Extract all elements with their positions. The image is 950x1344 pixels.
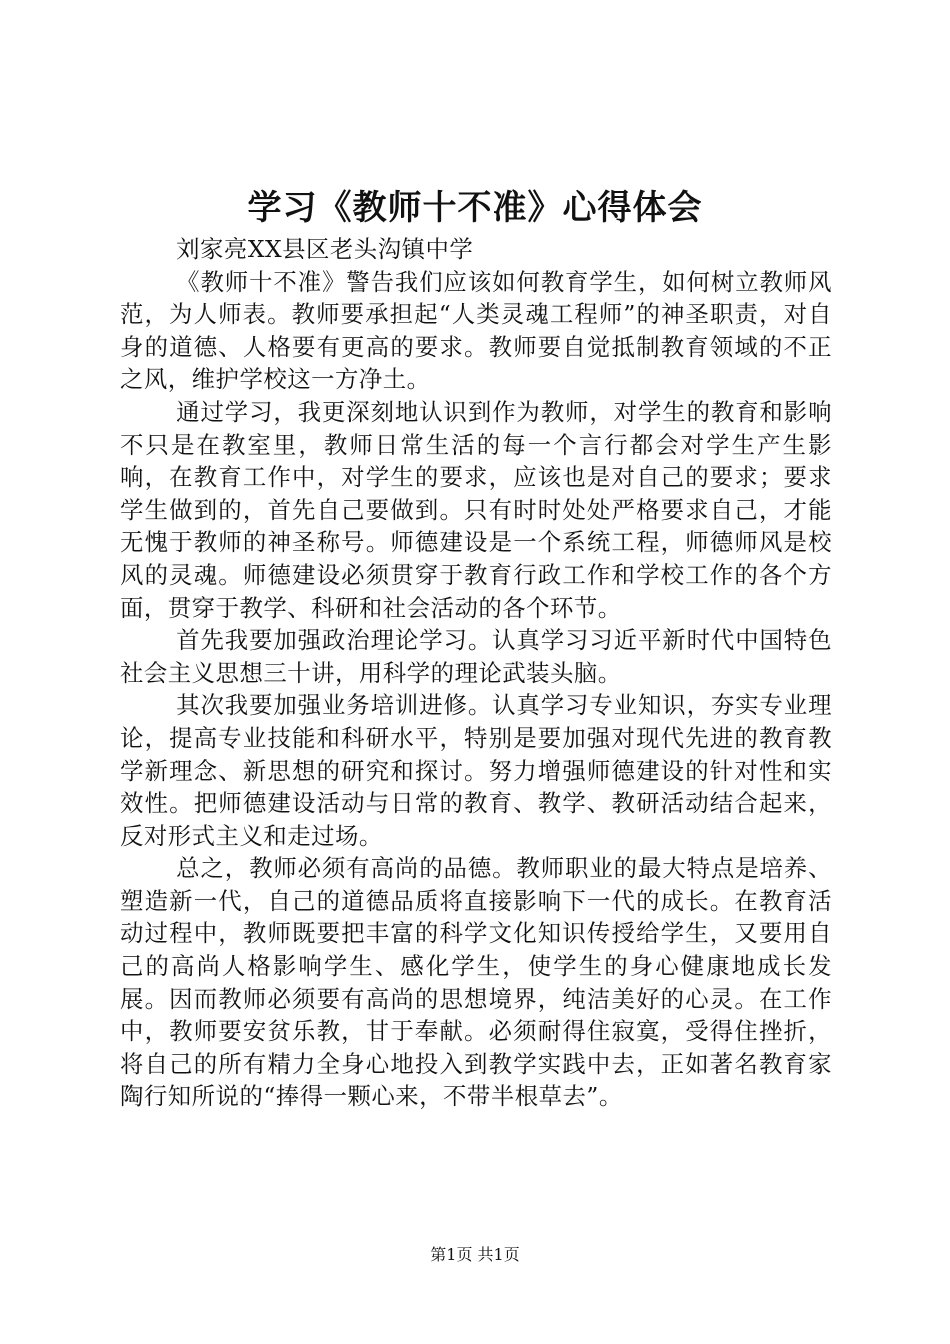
paragraph-4: 其次我要加强业务培训进修。认真学习专业知识，夯实专业理论，提高专业技能和科研水平，特别是要加强对现代先进的教育教学新理念、新思想的研究和探讨。努力增强师德建设的针对性和实效性。把师德建设活动与日常的教育、教学、教研活动结合起来，反对形式主义和走过场。: [120, 691, 832, 850]
paragraph-3: 首先我要加强政治理论学习。认真学习习近平新时代中国特色社会主义思想三十讲，用科学的理论武装头脑。: [120, 626, 832, 687]
paragraph-1: 《教师十不准》警告我们应该如何教育学生，如何树立教师风范，为人师表。教师要承担起“人类灵魂工程师”的神圣职责，对自身的道德、人格要有更高的要求。教师要自觉抵制教育领域的不正之风，维护学校这一方净土。: [120, 267, 832, 394]
document-title: 学习《教师十不准》心得体会: [247, 188, 703, 228]
paragraph-2: 通过学习，我更深刻地认识到作为教师，对学生的教育和影响不只是在教室里，教师日常生活的每一个言行都会对学生产生影响，在教育工作中，对学生的要求，应该也是对自己的要求；要求学生做到的，首先自己要做到。只有时时处处严格要求自己，才能无愧于教师的神圣称号。师德建设是一个系统工程，师德师风是校风的灵魂。师德建设必须贯穿于教育行政工作和学校工作的各个方面，贯穿于教学、科研和社会活动的各个环节。: [120, 397, 832, 622]
author-line: 刘家亮XX县区老头沟镇中学: [176, 235, 474, 263]
paragraph-5: 总之，教师必须有高尚的品德。教师职业的最大特点是培养、塑造新一代，自己的道德品质将直接影响下一代的成长。在教育活动过程中，教师既要把丰富的科学文化知识传授给学生，又要用自己的高尚人格影响学生、感化学生，使学生的身心健康地成长发展。因而教师必须要有高尚的思想境界，纯洁美好的心灵。在工作中，教师要安贫乐教，甘于奉献。必须耐得住寂寞，受得住挫折，将自己的所有精力全身心地投入到教学实践中去，正如著名教育家陶行知所说的“捧得一颗心来，不带半根草去”。: [120, 854, 832, 1111]
page-footer: 第1页 共1页: [430, 1245, 520, 1264]
document-body: [120, 233, 832, 1113]
